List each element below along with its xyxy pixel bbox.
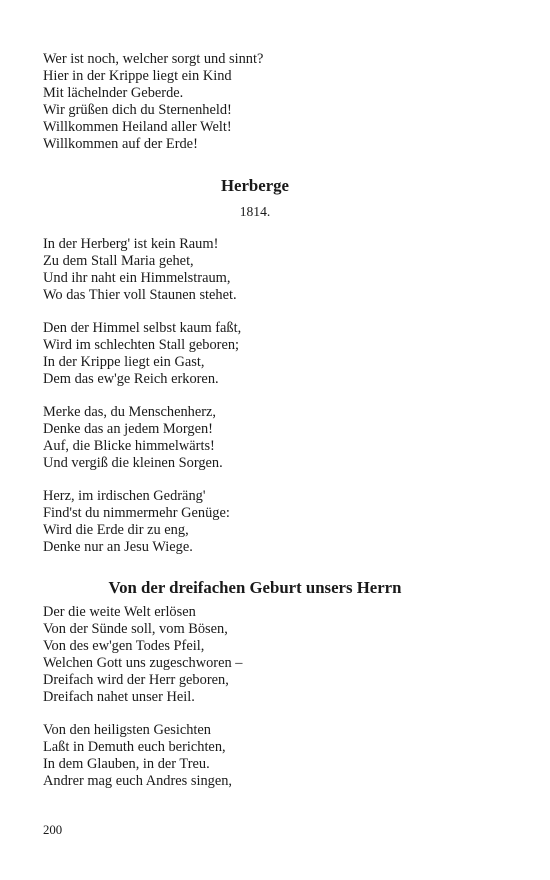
poem-year: 1814. bbox=[239, 204, 271, 219]
verse-line: In der Herberg' ist kein Raum! bbox=[43, 236, 219, 252]
verse-line: Von den heiligsten Gesichten bbox=[43, 722, 211, 738]
verse-line: Zu dem Stall Maria gehet, bbox=[43, 253, 194, 269]
page-number: 200 bbox=[43, 823, 63, 837]
verse-line: Auf, die Blicke himmelwärts! bbox=[43, 438, 215, 454]
verse-line: Welchen Gott uns zugeschworen – bbox=[43, 655, 243, 671]
verse-line: Wo das Thier voll Staunen stehet. bbox=[43, 287, 237, 303]
verse-line: Mit lächelnder Geberde. bbox=[43, 85, 184, 101]
verse-line: Und vergiß die kleinen Sorgen. bbox=[43, 455, 223, 471]
verse-line: Wird die Erde dir zu eng, bbox=[43, 522, 189, 538]
poem-title: Herberge bbox=[220, 176, 290, 195]
verse-line: Find'st du nimmermehr Genüge: bbox=[43, 505, 230, 521]
verse-line: Dreifach nahet unser Heil. bbox=[43, 689, 195, 705]
verse-line: Wir grüßen dich du Sternenheld! bbox=[43, 102, 232, 118]
verse-line: Andrer mag euch Andres singen, bbox=[43, 773, 233, 789]
verse-line: Merke das, du Menschenherz, bbox=[43, 404, 217, 420]
verse-line: Denke das an jedem Morgen! bbox=[43, 421, 213, 437]
verse-line: Dreifach wird der Herr geboren, bbox=[43, 672, 229, 688]
verse-line: Wer ist noch, welcher sorgt und sinnt? bbox=[43, 51, 264, 67]
verse-line: Willkommen auf der Erde! bbox=[43, 136, 198, 152]
poem-title: Von der dreifachen Geburt unsers Herrn bbox=[108, 578, 402, 597]
verse-line: Dem das ew'ge Reich erkoren. bbox=[43, 371, 219, 387]
verse-line: Den der Himmel selbst kaum faßt, bbox=[43, 320, 242, 336]
verse-line: Und ihr naht ein Himmelstraum, bbox=[43, 270, 231, 286]
verse-line: Laßt in Demuth euch berichten, bbox=[43, 739, 226, 755]
verse-line: Hier in der Krippe liegt ein Kind bbox=[43, 68, 232, 84]
verse-line: Willkommen Heiland aller Welt! bbox=[43, 119, 232, 135]
verse-line: Der die weite Welt erlösen bbox=[43, 604, 196, 620]
verse-line: Denke nur an Jesu Wiege. bbox=[43, 539, 193, 555]
verse-line: In dem Glauben, in der Treu. bbox=[43, 756, 210, 772]
verse-line: Herz, im irdischen Gedräng' bbox=[43, 488, 206, 504]
verse-line: Wird im schlechten Stall geboren; bbox=[43, 337, 240, 353]
verse-line: In der Krippe liegt ein Gast, bbox=[43, 354, 205, 370]
verse-line: Von der Sünde soll, vom Bösen, bbox=[43, 621, 228, 637]
verse-line: Von des ew'gen Todes Pfeil, bbox=[43, 638, 205, 654]
